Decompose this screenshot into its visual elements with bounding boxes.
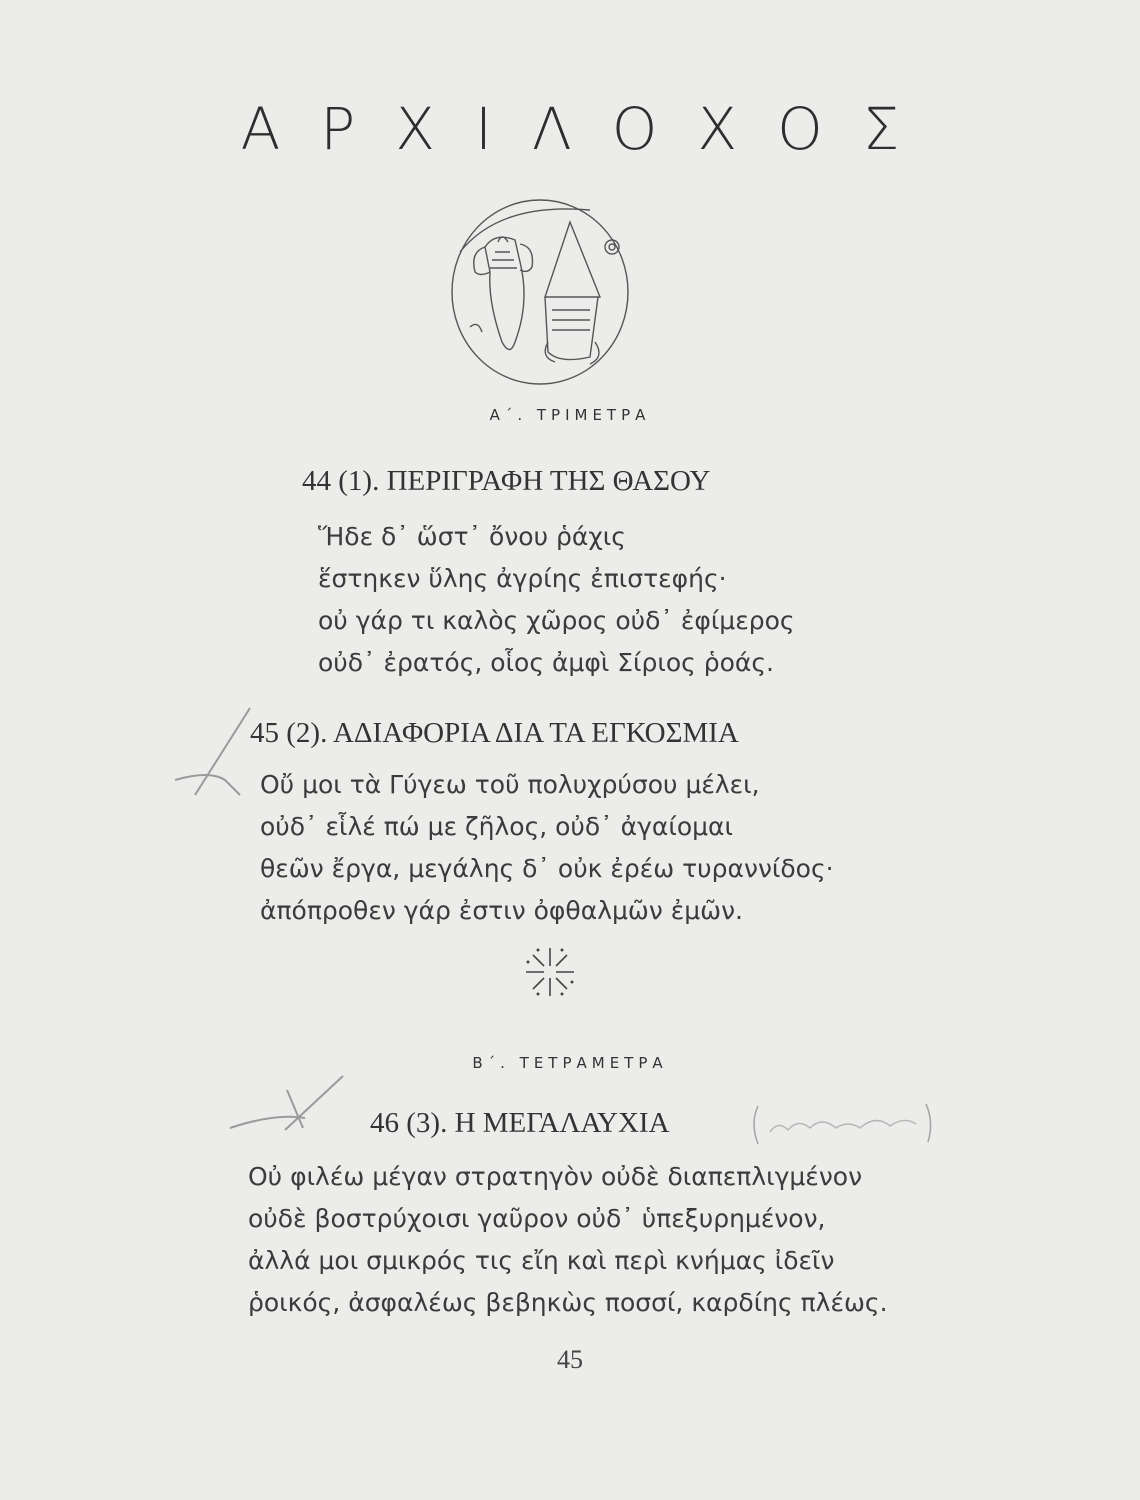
coin-illustration-icon — [440, 192, 640, 392]
verse-line: θεῶν ἔργα, μεγάλης δ᾿ οὐκ ἐρέω τυραννίδος· — [260, 854, 834, 883]
verse-line: οὐδὲ βοστρύχοισι γαῦρον οὐδ᾿ ὑπεξυρημένον, — [248, 1204, 826, 1233]
poem-44-lines — [318, 516, 795, 684]
verse-line: ῥοικός, ἀσφαλέως βεβηκὼς ποσσί, καρδίης πλέως. — [248, 1288, 888, 1317]
section-label-trimetra: Α΄. ΤΡΙΜΕΤΡΑ — [489, 406, 651, 424]
poem-title-45: 45 (2). ΑΔΙΑΦΟΡΙΑ ΔΙΑ ΤΑ ΕΓΚΟΣΜΙΑ — [250, 717, 739, 749]
poem-46-lines — [248, 1156, 888, 1324]
verse-line: ἕστηκεν ὕλης ἀγρίης ἐπιστεφής· — [318, 564, 727, 593]
pencil-annotation — [748, 1098, 938, 1148]
pencil-check-mark-2 — [225, 1068, 355, 1138]
verse-line: Οὔ μοι τὰ Γύγεω τοῦ πολυχρύσου μέλει, — [260, 770, 760, 799]
poem-45-lines — [260, 764, 834, 932]
poem-title-46: 46 (3). Η ΜΕΓΑΛΑΥΧΙΑ — [370, 1107, 670, 1139]
page-number: 45 — [557, 1345, 583, 1374]
verse-line: Οὐ φιλέω μέγαν στρατηγὸν οὐδὲ διαπεπλιγμένον — [248, 1162, 863, 1191]
poem-title-44: 44 (1). ΠΕΡΙΓΡΑΦΗ ΤΗΣ ΘΑΣΟΥ — [302, 465, 711, 497]
star-ornament-icon — [520, 942, 580, 1002]
section-label-tetrametra: Β΄. ΤΕΤΡΑΜΕΤΡΑ — [472, 1054, 668, 1072]
verse-line: Ἥδε δ᾿ ὥστ᾿ ὄνου ῥάχις — [318, 522, 626, 551]
verse-line: οὐ γάρ τι καλὸς χῶρος οὐδ᾿ ἐφίμερος — [318, 606, 795, 635]
pencil-check-mark-1 — [165, 700, 265, 800]
verse-line: οὐδ᾿ ἐρατός, οἷος ἀμφὶ Σίριος ῥοάς. — [318, 648, 774, 677]
verse-line: οὐδ᾿ εἷλέ πώ με ζῆλος, οὐδ᾿ ἀγαίομαι — [260, 812, 733, 841]
verse-line: ἀπόπροθεν γάρ ἐστιν ὀφθαλμῶν ἐμῶν. — [260, 896, 744, 925]
page-title: ΑΡΧΙΛΟΧΟΣ — [240, 95, 940, 163]
verse-line: ἀλλά μοι σμικρός τις εἴη καὶ περὶ κνήμας ἰδεῖν — [248, 1246, 835, 1275]
